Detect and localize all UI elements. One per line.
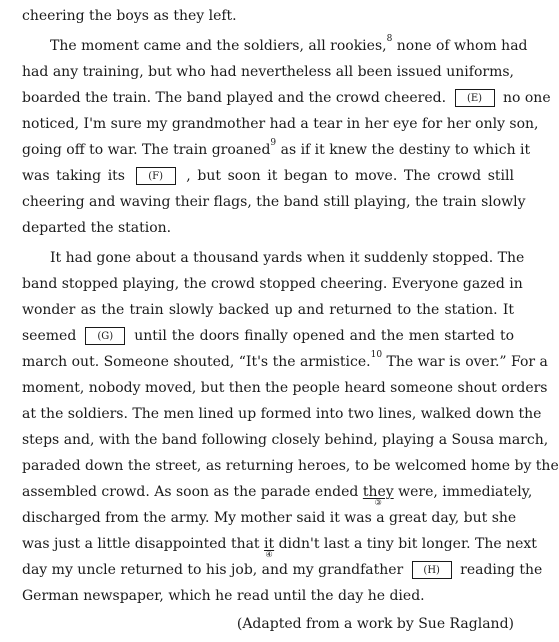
passage-line [22,138,531,160]
underlined-word-they [362,484,394,507]
line-text: noticed, I'm sure my grandmother had a tear in her eye for her only son, [22,116,539,132]
footnote-10: 10 [370,350,383,360]
passage-line [22,114,539,134]
passage-line [22,62,514,82]
passage-line [22,508,517,528]
passage-line [22,350,548,372]
line-text: discharged from the army. My mother said it was a great day, but she [22,510,517,526]
blank-box-h: (H) [412,561,452,579]
passage-line [22,88,551,108]
blank-box-g: (G) [85,327,125,345]
line-text: wonder as the train slowly backed up and returned to the station. It [22,302,514,318]
line-text: assembled crowd. As soon as the parade ended [22,484,359,500]
passage-line [22,274,523,294]
line-text: none of whom had [396,38,528,54]
line-text: reading the [460,562,543,578]
marker-4: ④ [265,550,273,559]
blank-box-e: (E) [455,89,495,107]
passage-line [22,456,559,476]
line-text: steps and, with the band following closely behind, playing a Sousa march, [22,432,549,448]
line-text: didn't last a tiny bit longer. The next [278,536,537,552]
line-text: band stopped playing, the crowd stopped cheering. Everyone gazed in [22,276,523,292]
passage-line [22,6,514,26]
passage-line [22,192,526,212]
line-text: as if it knew the destiny to which it [280,142,531,158]
line-text: German newspaper, which he read until the day he died. [22,588,425,604]
line-text: they [362,484,394,500]
line-text: paraded down the street, as returning heroes, to be welcomed home by the [22,458,559,474]
line-text: march out. Someone shouted, “It's the armistice. [22,354,371,370]
line-text: cheering the boys as they left. [22,8,237,24]
passage-line [22,300,514,320]
underlined-word-it [264,536,275,559]
line-text: It had gone about a thousand yards when it suddenly stopped. The [50,250,525,266]
passage-line [22,534,537,559]
attribution: (Adapted from a work by Sue Ragland) [236,616,514,632]
passage-line [22,482,533,507]
passage-line [22,218,514,238]
passage-line [22,378,548,398]
passage-line [22,404,542,424]
line-text: The moment came and the soldiers, all rookies, [50,38,387,54]
line-text: at the soldiers. The men lined up formed into two lines, walked down the [22,406,542,422]
line-text: was just a little disappointed that [22,536,260,552]
line-text: were, immediately, [398,484,533,500]
line-text: until the doors finally opened and the men started to [134,328,515,344]
line-text: departed the station. [22,220,172,236]
passage-line [22,586,514,606]
line-text: had any training, but who had nevertheless all been issued uniforms, [22,64,514,80]
line-text: seemed [22,328,77,344]
line-text: going off to war. The train groaned [22,142,271,158]
marker-3: ③ [374,498,382,507]
line-text: moment, nobody moved, but then the people heard someone shout orders [22,380,548,396]
line-text: cheering and waving their flags, the band still playing, the train slowly [22,194,526,210]
passage-line [50,34,528,56]
footnote-8: 8 [386,34,393,44]
passage-line [50,248,525,268]
blank-box-f: (F) [136,167,176,185]
line-text: , but soon it began to move. The crowd still [186,168,514,184]
passage-line [22,430,549,450]
line-text: boarded the train. The band played and the crowd cheered. [22,90,447,106]
line-text: no one [502,90,551,106]
passage-line [22,560,543,580]
line-text: was taking its [22,168,125,184]
footnote-9: 9 [270,138,277,148]
line-text: The war is over.” For a [386,354,548,370]
passage-line [22,166,514,186]
line-text: it [264,536,275,552]
line-text: day my uncle returned to his job, and my grandfather [22,562,404,578]
passage-line [22,326,514,346]
